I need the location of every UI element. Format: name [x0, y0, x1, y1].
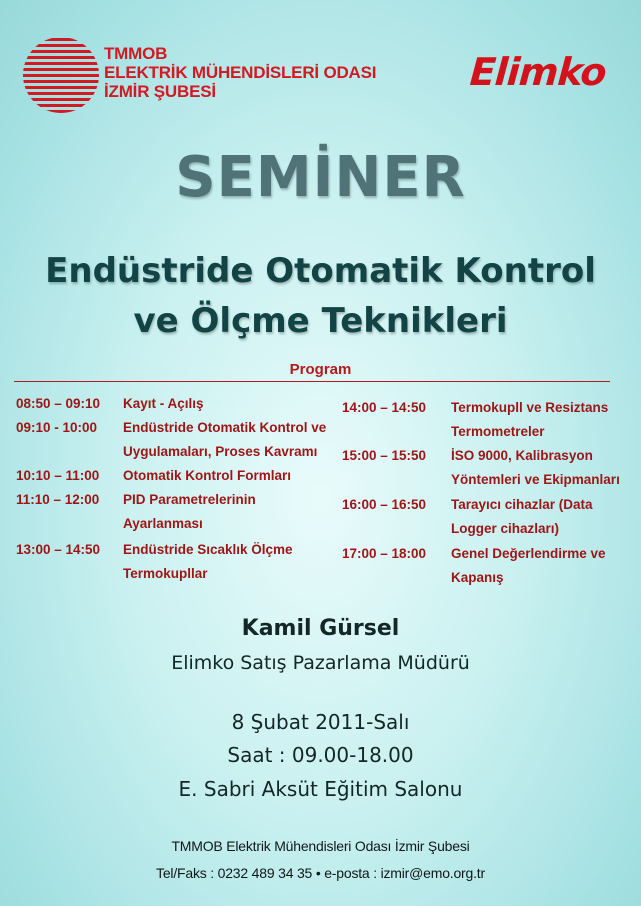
schedule-activity: [123, 392, 338, 416]
activity-line: Termokupllar: [123, 566, 208, 581]
program-heading: Program: [289, 361, 352, 378]
activity-line: Endüstride Otomatik Kontrol ve: [123, 420, 327, 435]
program-divider: [14, 381, 610, 382]
schedule-time: 14:00 – 14:50: [342, 400, 427, 415]
activity-line: Logger cihazları): [451, 521, 560, 536]
schedule-time: 17:00 – 18:00: [342, 546, 427, 561]
activity-line: Genel Değerlendirme ve: [451, 546, 606, 561]
speaker-title: Elimko Satış Pazarlama Müdürü: [171, 652, 470, 674]
schedule-activity: [451, 493, 631, 541]
activity-line: Tarayıcı cihazlar (Data: [451, 497, 593, 512]
schedule-time: 08:50 – 09:10: [16, 396, 101, 411]
event-venue: E. Sabri Aksüt Eğitim Salonu: [178, 777, 463, 801]
subtitle-line-2: ve Ölçme Teknikleri: [133, 301, 508, 341]
schedule-time: 11:10 – 12:00: [16, 492, 100, 507]
event-time: Saat : 09.00-18.00: [227, 743, 414, 767]
activity-line: İSO 9000, Kalibrasyon: [451, 448, 593, 463]
activity-line: Uygulamaları, Proses Kavramı: [123, 444, 318, 459]
org-line-3: İZMİR ŞUBESİ: [104, 82, 216, 101]
schedule-activity: [123, 538, 338, 586]
schedule-activity: [123, 464, 338, 488]
schedule-activity: [123, 416, 338, 464]
activity-line: PID Parametrelerinin: [123, 492, 256, 507]
activity-line: Kayıt - Açılış: [123, 396, 204, 411]
org-line-1: TMMOB: [104, 44, 168, 63]
schedule-time: 13:00 – 14:50: [16, 542, 101, 557]
seminar-title: SEMİNER: [175, 145, 466, 210]
schedule-activity: [451, 444, 631, 492]
organization-name: [104, 44, 376, 101]
schedule-right-column: [342, 400, 632, 600]
activity-line: Termometreler: [451, 424, 545, 439]
activity-line: Kapanış: [451, 570, 504, 585]
schedule-time: 09:10 - 10:00: [16, 420, 98, 435]
elimko-logo: Elimko: [468, 50, 608, 94]
schedule-time: 10:10 – 11:00: [16, 468, 100, 483]
footer-contact: Tel/Faks : 0232 489 34 35 • e-posta : izmir@emo.org.tr: [156, 865, 485, 881]
activity-line: Endüstride Sıcaklık Ölçme: [123, 542, 293, 557]
activity-line: Termokupll ve Resiztans: [451, 400, 609, 415]
subtitle-line-1: Endüstride Otomatik Kontrol: [45, 251, 596, 291]
emo-striped-circle-icon: [22, 36, 100, 114]
activity-line: Yöntemleri ve Ekipmanları: [451, 472, 620, 487]
seminar-subtitle: [0, 246, 641, 346]
event-date: 8 Şubat 2011-Salı: [231, 710, 410, 734]
schedule-left-column: [16, 396, 336, 596]
footer-organization: TMMOB Elektrik Mühendisleri Odası İzmir Şubesi: [171, 838, 470, 854]
schedule-time: 15:00 – 15:50: [342, 448, 427, 463]
speaker-name: Kamil Gürsel: [241, 616, 400, 641]
schedule-activity: [451, 542, 631, 590]
activity-line: Otomatik Kontrol Formları: [123, 468, 292, 483]
schedule-activity: [123, 488, 338, 536]
activity-line: Ayarlanması: [123, 516, 203, 531]
org-line-2: ELEKTRİK MÜHENDİSLERİ ODASI: [104, 63, 377, 82]
schedule-time: 16:00 – 16:50: [342, 497, 427, 512]
schedule-activity: [451, 396, 631, 444]
